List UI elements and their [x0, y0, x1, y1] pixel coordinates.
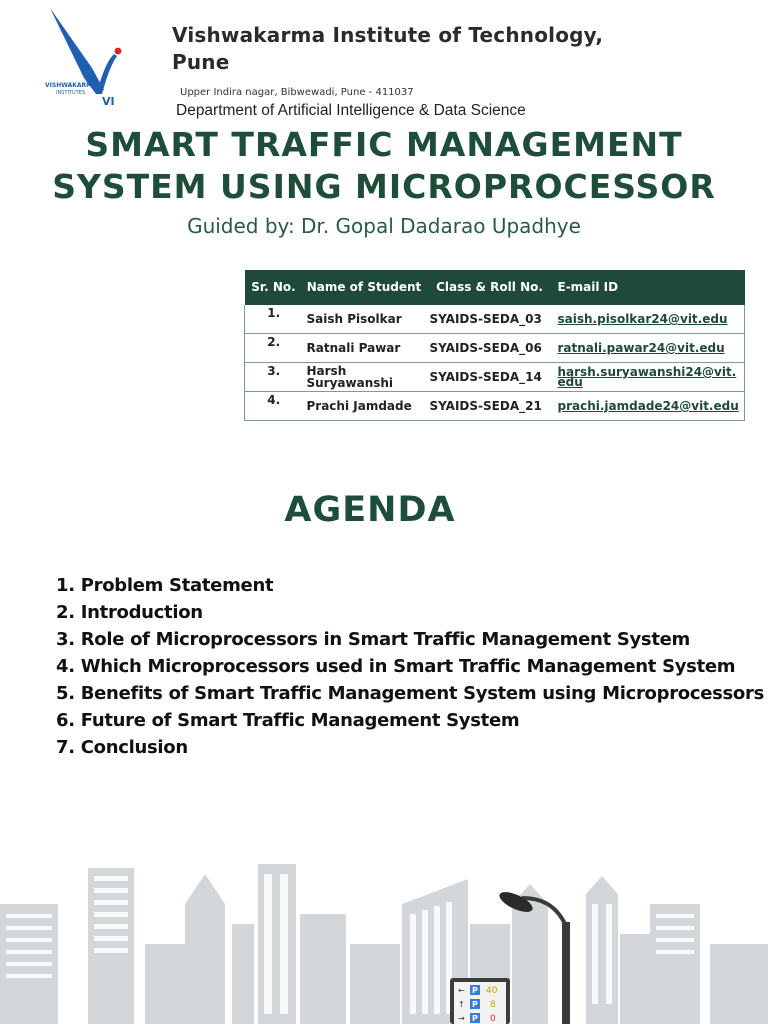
title-line2: SYSTEM USING MICROPROCESSOR: [52, 167, 716, 206]
table-row: [245, 363, 745, 392]
agenda-item: 7. Conclusion: [56, 737, 188, 758]
parking-count-2: 8: [490, 1000, 496, 1010]
header-name: Name of Student: [303, 270, 426, 305]
header-email: E-mail ID: [554, 270, 745, 305]
agenda-item: 3. Role of Microprocessors in Smart Traffic Management System: [56, 629, 691, 650]
up-arrow-icon: ↑: [458, 1000, 465, 1009]
logo-text-2: INSTITUTES: [56, 90, 86, 96]
logo-vi: VI: [102, 95, 115, 108]
table-header-row: [245, 270, 745, 305]
agenda-title: AGENDA: [284, 490, 456, 530]
right-arrow-icon: →: [458, 1014, 465, 1023]
email-link[interactable]: harsh.suryawanshi24@vit.edu: [554, 363, 745, 392]
email-link[interactable]: ratnali.pawar24@vit.edu: [554, 334, 745, 363]
parking-label-2: P: [472, 1000, 478, 1009]
institute-name: [172, 22, 672, 76]
parking-count-1: 40: [486, 986, 498, 996]
header-sr: Sr. No.: [245, 270, 303, 305]
institute-name-line2: Pune: [172, 50, 230, 74]
department-name: Department of Artificial Intelligence & Data Science: [176, 102, 526, 119]
cell-sr: 4.: [245, 392, 303, 421]
parking-label-3: P: [472, 1014, 478, 1023]
agenda-item: 1. Problem Statement: [56, 575, 274, 596]
agenda-list: [56, 572, 764, 761]
email-link[interactable]: saish.pisolkar24@vit.edu: [554, 305, 745, 334]
city-skyline-illustration: [0, 864, 768, 1024]
cell-sr: 3.: [245, 363, 303, 392]
header-class-roll: Class & Roll No.: [426, 270, 554, 305]
agenda-item: 2. Introduction: [56, 602, 203, 623]
parking-label-1: P: [472, 986, 478, 995]
cell-sr: 2.: [245, 334, 303, 363]
cell-name: Harsh Suryawanshi: [303, 363, 426, 392]
cell-class-roll: SYAIDS-SEDA_03: [426, 305, 554, 334]
table-row: [245, 334, 745, 363]
cell-name: Prachi Jamdade: [303, 392, 426, 421]
cell-class-roll: SYAIDS-SEDA_06: [426, 334, 554, 363]
cell-name: Ratnali Pawar: [303, 334, 426, 363]
institute-address: Upper Indira nagar, Bibwewadi, Pune - 411037: [180, 87, 414, 98]
title-line1: SMART TRAFFIC MANAGEMENT: [85, 125, 683, 164]
logo-v-left-stroke: [50, 8, 92, 78]
agenda-item: 4. Which Microprocessors used in Smart Traffic Management System: [56, 656, 736, 677]
guide-text: Guided by: Dr. Gopal Dadarao Upadhye: [187, 214, 581, 238]
table-row: [245, 392, 745, 421]
left-arrow-icon: ←: [458, 986, 465, 995]
page-title: [20, 124, 748, 208]
agenda-item: 5. Benefits of Smart Traffic Management System using Microprocessors: [56, 683, 764, 704]
email-link[interactable]: prachi.jamdade24@vit.edu: [554, 392, 745, 421]
cell-class-roll: SYAIDS-SEDA_21: [426, 392, 554, 421]
cell-class-roll: SYAIDS-SEDA_14: [426, 363, 554, 392]
parking-count-3: 0: [490, 1014, 496, 1024]
logo-red-dot: [115, 48, 122, 55]
logo-v-right-stroke: [96, 54, 117, 94]
parking-sign: [450, 978, 510, 1024]
institute-name-line1: Vishwakarma Institute of Technology,: [172, 23, 604, 47]
logo-text-1: VISHWAKARMA: [45, 82, 97, 89]
cell-sr: 1.: [245, 305, 303, 334]
table-row: [245, 305, 745, 334]
cell-name: Saish Pisolkar: [303, 305, 426, 334]
student-table: [244, 270, 745, 421]
agenda-item: 6. Future of Smart Traffic Management System: [56, 710, 520, 731]
institute-logo: [44, 6, 126, 110]
